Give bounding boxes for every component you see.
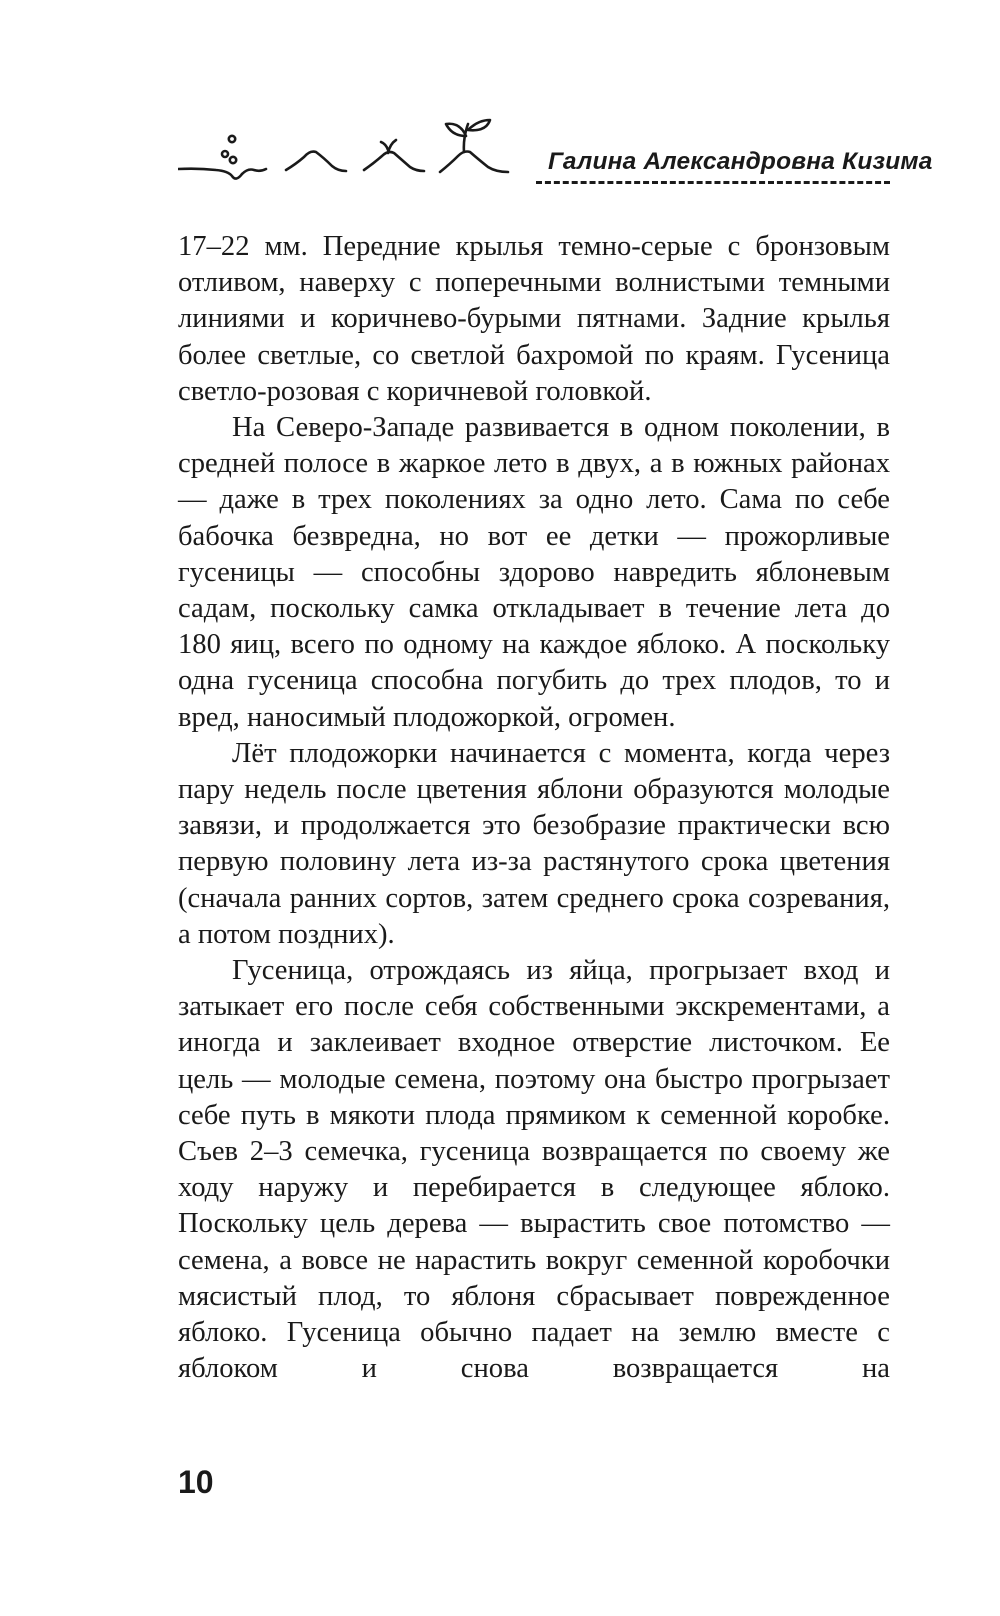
paragraph: На Северо-Западе развивается в одном поколении, в средней полосе в жаркое лето в двух, а в южных районах — даже в трех поколениях за одно лето. Сама по себе бабочка безвредна, но вот ее детки — прожорливые гусеницы — способны здорово навредить яблоневым садам, поскольку самка откладывает в течение лета до 180 яиц, всего по одному на каждое яблоко. А поскольку одна гусеница способна погубить до трех плодов, то и вред, наносимый плодожоркой, огромен. — [178, 412, 890, 733]
paragraph: 17–22 мм. Передние крылья темно-серые с бронзовым отливом, наверху с поперечными волнистыми темными линиями и коричнево-бурыми пятнами. Задние крылья более светлые, со светлой бахромой по краям. Гусеница светло-розовая с коричневой головкой. — [178, 231, 890, 407]
sprouting-seeds-ornament-icon — [178, 108, 538, 188]
page-number: 10 — [178, 1464, 214, 1500]
paragraph: Гусеница, отрождаясь из яйца, прогрызает вход и затыкает его после себя собственными экскрементами, а иногда и заклеивает входное отверстие листочком. Ее цель — молодые семена, поэтому она быстро прогрызает себе путь в мякоти плода прямиком к семенной коробке. Съев 2–3 семечка, гусеница возвращается по своему же ходу наружу и перебирается в следующее яблоко. Поскольку цель дерева — вырастить свое потомство — семена, а вовсе не нарастить вокруг семенной коробочки мясистый плод, то яблоня сбрасывает поврежденное яблоко. Гусеница обычно падает на землю вместе с яблоком и снова возвращается на — [178, 955, 890, 1385]
running-head-author: Галина Александровна Кизима — [548, 148, 933, 175]
page-body — [178, 229, 890, 1409]
header-dashed-rule — [536, 181, 890, 184]
page-header — [178, 108, 933, 188]
paragraph: Лёт плодожорки начинается с момента, когда через пару недель после цветения яблони образуются молодые завязи, и продолжается это безобразие практически всю первую половину лета из-за растянутого срока цветения (сначала ранних сортов, затем среднего срока созревания, а потом поздних). — [178, 737, 890, 950]
